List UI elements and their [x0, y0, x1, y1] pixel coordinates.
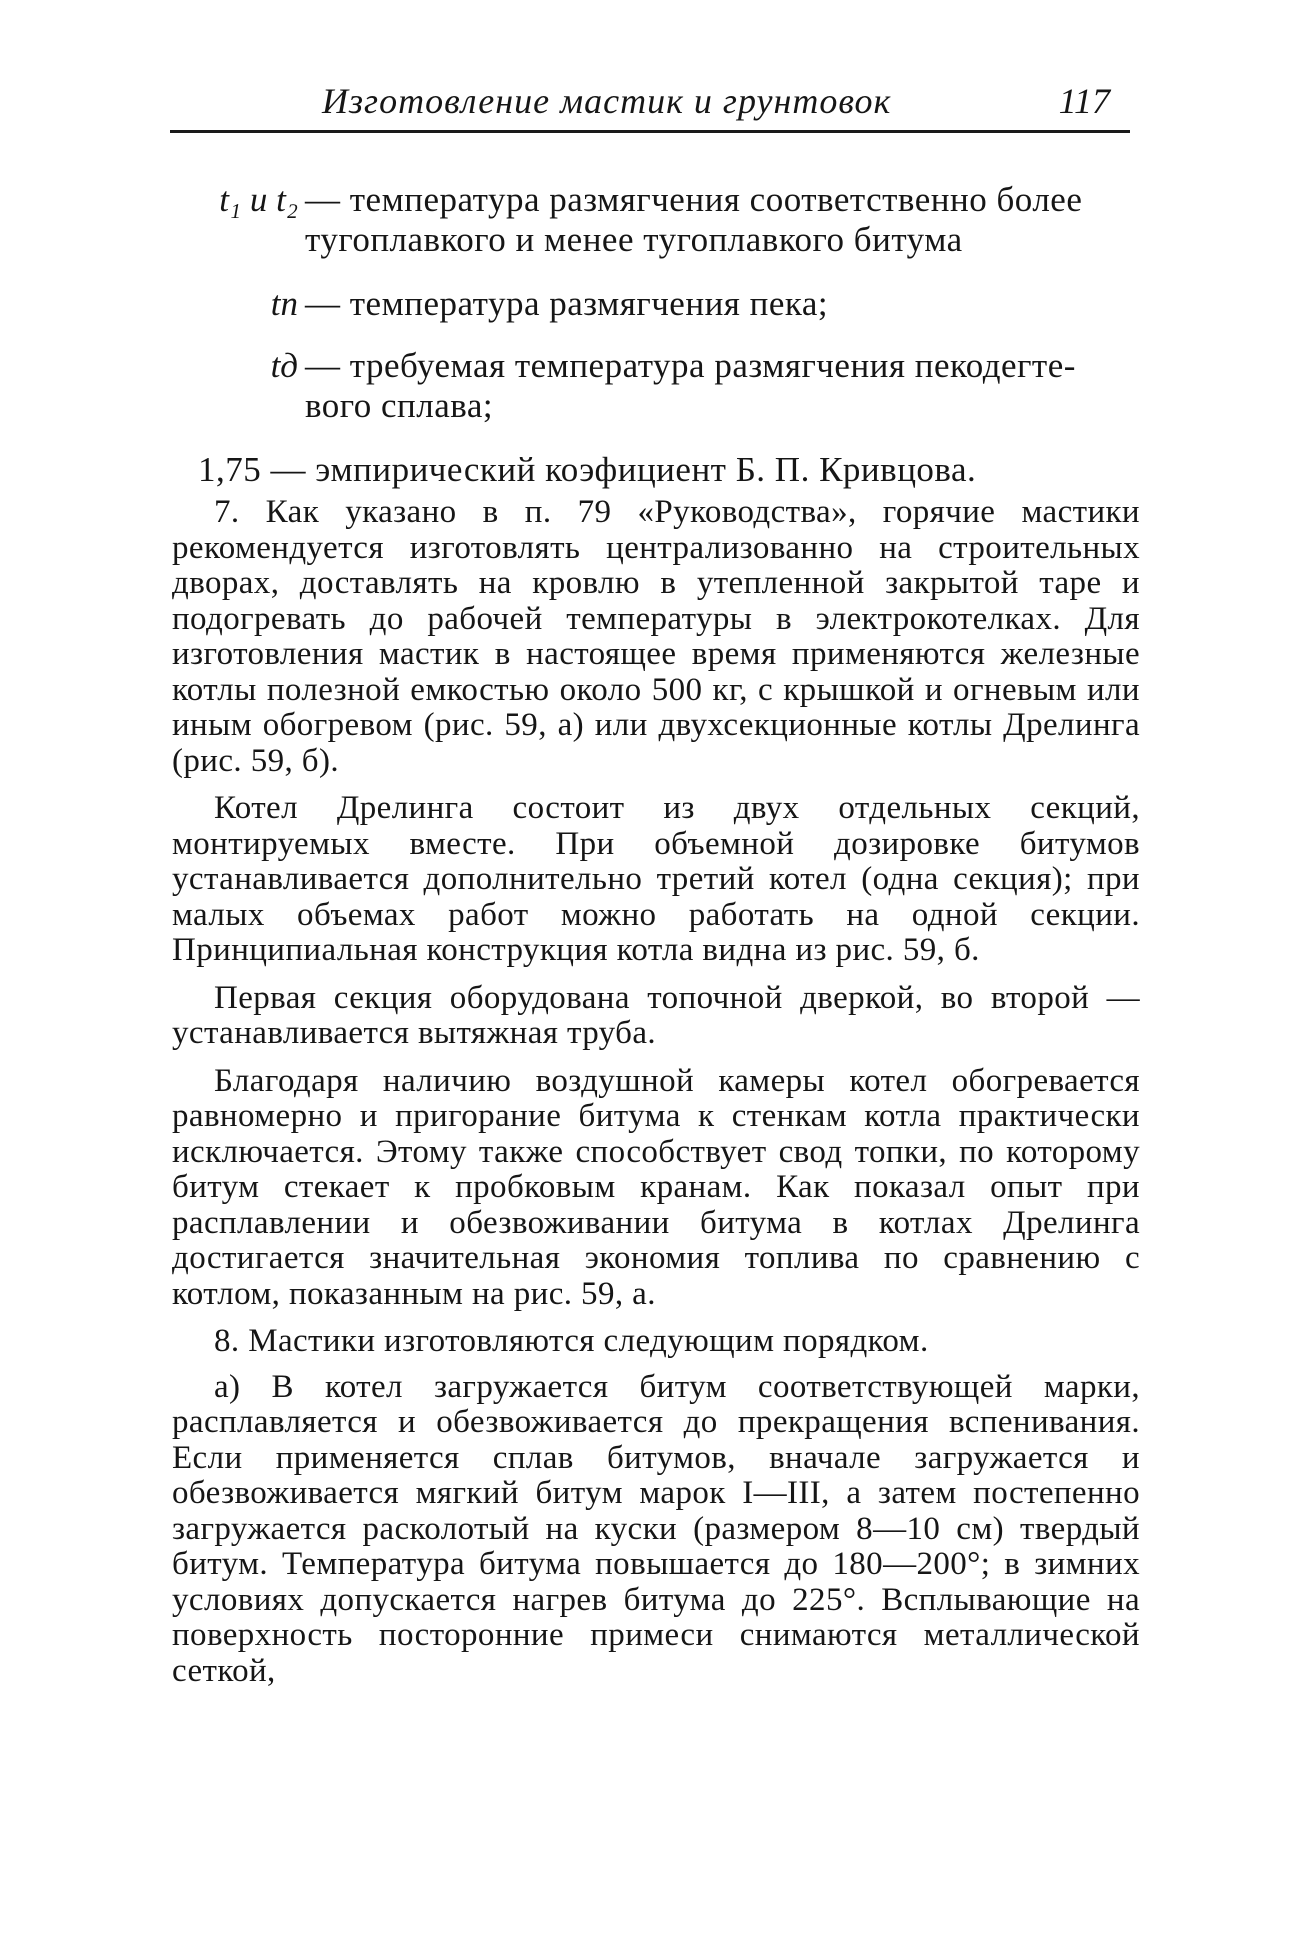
- definition-text: — требуемая температура размягчения пекодегте- вого сплава;: [305, 346, 1076, 425]
- definition-t1-t2: [150, 180, 1140, 260]
- header-rule: [170, 130, 1130, 133]
- running-header: [170, 72, 1130, 132]
- definition-symbol: t₁ и t₂: [219, 180, 298, 219]
- paragraph-first-section: Первая секция оборудована топочной дверкой, во второй — устанавливается вытяжная труба.: [172, 979, 1140, 1051]
- page-number: 117: [1058, 81, 1110, 121]
- definition-coefficient: [150, 450, 1140, 490]
- paragraph-8a: а) В котел загружается битум соответствующей марки, расплавляется и обезвоживается до прекращения вспенивания. Если применяется сплав битумов, вначале загружается и обезвоживается мягкий битум марок I—III, а затем постепенно загружается расколотый на куски (размером 8—10 см) твердый битум. Температура битума повышается до 180—200°; в зимних условиях допускается нагрев битума до 225°. Всплывающие на поверхность посторонние примеси снимаются металлической сеткой,: [172, 1368, 1140, 1689]
- running-title: Изготовление мастик и грунтовок: [322, 81, 892, 121]
- main-text: [172, 495, 1140, 1701]
- paragraph-7: 7. Как указано в п. 79 «Руководства», горячие мастики рекомендуется изготовлять централизованно на строительных дворах, доставлять на кровлю в утепленной закрытой таре и подогревать до рабочей температуры в электрокотелках. Для изготовления мастик в настоящее время применяются железные котлы полезной емкостью около 500 кг, с крышкой и огневым или иным обогревом (рис. 59, а) или двухсекционные котлы Дрелинга (рис. 59, б).: [172, 494, 1140, 779]
- definition-td: [150, 346, 1140, 426]
- definition-text: — температура размягчения пека;: [305, 284, 829, 323]
- definition-text: — температура размягчения соответственно более тугоплавкого и менее тугоплавкого битума: [305, 180, 1083, 259]
- symbol-definitions: [150, 180, 1140, 510]
- paragraph-8: 8. Мастики изготовляются следующим порядком.: [214, 1323, 929, 1359]
- paragraph-air-chamber: Благодаря наличию воздушной камеры котел обогревается равномерно и пригорание битума к стенкам котла практически исключается. Этому также способствует свод топки, по которому битум стекает к пробковым кранам. Как показал опыт при расплавлении и обезвоживании битума в котлах Дрелинга достигается значительная экономия топлива по сравнению с котлом, показанным на рис. 59, а.: [172, 1062, 1140, 1312]
- definition-tp: [150, 284, 1140, 324]
- definition-symbol: tп: [270, 284, 298, 323]
- paragraph-drelling-boiler: Котел Дрелинга состоит из двух отдельных секций, монтируемых вместе. При объемной дозировке битумов устанавливается дополнительно третий котел (одна секция); при малых объемах работ можно работать на одной секции. Принципиальная конструкция котла видна из рис. 59, б.: [172, 790, 1140, 968]
- definition-symbol: tд: [270, 346, 298, 385]
- definition-text: 1,75 — эмпирический коэфициент Б. П. Кривцова.: [198, 450, 977, 489]
